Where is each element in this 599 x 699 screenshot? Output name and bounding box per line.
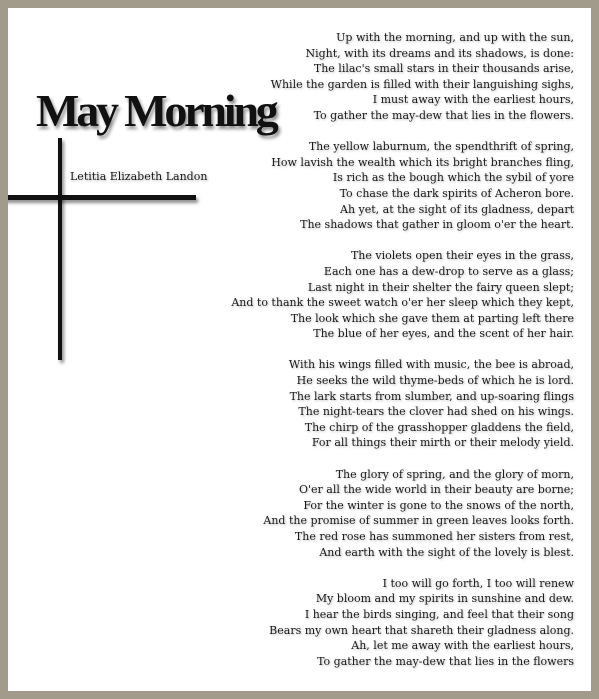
poem-line: The red rose has summoned her sisters from rest, bbox=[294, 530, 574, 543]
poem-line: Last night in their shelter the fairy queen slept; bbox=[307, 280, 574, 294]
poem-line: The shadows that gather in gloom o'er the heart. bbox=[300, 218, 574, 232]
poem-line: To gather the may-dew that lies in the flowers bbox=[317, 654, 574, 668]
stanza bbox=[194, 30, 574, 124]
poem-line: I hear the birds singing, and feel that their song bbox=[304, 607, 574, 621]
page-title: May Morning bbox=[36, 85, 276, 136]
poem-line: I too will go forth, I too will renew bbox=[382, 576, 574, 590]
stanza bbox=[194, 467, 574, 561]
poem-line: How lavish the wealth which its bright branches fling, bbox=[271, 155, 574, 169]
poem-line: The night-tears the clover had shed on his wings. bbox=[298, 405, 574, 419]
poem-line: The lilac's small stars in their thousands arise, bbox=[313, 62, 574, 76]
stanza bbox=[194, 139, 574, 233]
poem-line: With his wings filled with music, the bee is abroad, bbox=[288, 358, 574, 372]
poem-line: The chirp of the grasshopper gladdens the field, bbox=[304, 420, 574, 434]
poem-line: He seeks the wild thyme-beds of which he is lord. bbox=[296, 374, 574, 388]
poem-line: The blue of her eyes, and the scent of her hair. bbox=[313, 327, 574, 341]
poem-line: The violets open their eyes in the grass, bbox=[350, 249, 574, 263]
poem-line: And the promise of summer in green leaves looks forth. bbox=[263, 514, 574, 528]
poem-line: For all things their mirth or their melody yield. bbox=[311, 436, 574, 450]
poem-line: Night, with its dreams and its shadows, is done: bbox=[305, 46, 574, 60]
poem-line: For the winter is gone to the snows of the north, bbox=[303, 498, 574, 512]
poem-body bbox=[194, 30, 574, 685]
poem-line: And earth with the sight of the lovely is blest. bbox=[319, 545, 574, 559]
poem-line: O'er all the wide world in their beauty are borne; bbox=[299, 483, 574, 497]
poem-line: To chase the dark spirits of Acheron bore. bbox=[339, 186, 574, 200]
poem-line: To gather the may-dew that lies in the flowers. bbox=[313, 108, 574, 122]
poem-line: The lark starts from slumber, and up-soaring flings bbox=[289, 389, 574, 403]
stanza bbox=[194, 357, 574, 451]
poem-line: Bears my own heart that shareth their gladness along. bbox=[269, 623, 574, 637]
poem-line: I must away with the earliest hours, bbox=[372, 93, 574, 107]
cross-horizontal-bar bbox=[8, 195, 196, 200]
stanza bbox=[194, 576, 574, 670]
poem-line: While the garden is filled with their languishing sighs, bbox=[270, 77, 574, 91]
poem-line: Ah yet, at the sight of its gladness, depart bbox=[340, 202, 574, 216]
author-name: Letitia Elizabeth Landon bbox=[70, 170, 208, 183]
poem-line: And to thank the sweet watch o'er her sleep which they kept, bbox=[231, 296, 574, 310]
cross-vertical-bar bbox=[58, 138, 62, 360]
poem-line: The yellow laburnum, the spendthrift of spring, bbox=[308, 140, 574, 154]
poem-line: Ah, let me away with the earliest hours, bbox=[351, 639, 574, 653]
poem-line: My bloom and my spirits in sunshine and dew. bbox=[315, 592, 574, 606]
poem-line: The look which she gave them at parting left there bbox=[290, 311, 574, 325]
stanza bbox=[194, 248, 574, 342]
poem-line: Up with the morning, and up with the sun, bbox=[336, 31, 574, 44]
poem-line: Is rich as the bough which the sybil of yore bbox=[332, 171, 574, 185]
poem-line: Each one has a dew-drop to serve as a glass; bbox=[323, 264, 574, 278]
poem-line: The glory of spring, and the glory of morn, bbox=[335, 467, 574, 481]
poem-page bbox=[8, 8, 591, 691]
